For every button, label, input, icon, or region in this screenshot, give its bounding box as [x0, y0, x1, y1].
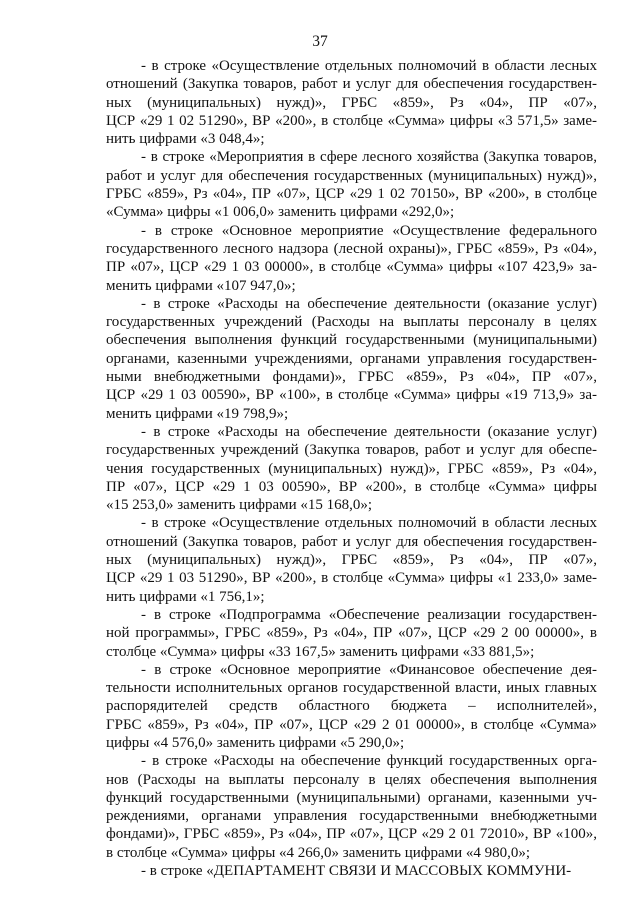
- paragraph: [106, 862, 597, 880]
- text-line: ными внебюджетными фондами)», ГРБС «859», Рз «04», ПР «07»,: [106, 369, 597, 386]
- text-line: ПР «07», ЦСР «29 1 03 00590», ВР «200», в столбце «Сумма» цифры: [106, 478, 597, 495]
- paragraph: [106, 661, 597, 752]
- text-line: отношений (Закупка товаров, работ и услуг для обеспечения государствен-: [106, 76, 597, 93]
- text-line: ГРБС «859», Рз «04», ПР «07», ЦСР «29 2 01 00000», в столбце «Сумма»: [106, 716, 597, 733]
- text-line: органами, казенными учреждениями, органами управления государствен-: [106, 350, 597, 367]
- text-line: тельности исполнительных органов государственной власти, иных главных: [106, 680, 597, 697]
- paragraph: [106, 295, 597, 423]
- text-line: - в строке «Расходы на обеспечение функций государственных орга-: [141, 753, 597, 770]
- text-line: функций государственными (муниципальными) органами, казенными уч-: [106, 789, 597, 806]
- paragraph: [106, 606, 597, 661]
- text-line: - в строке «Основное мероприятие «Осуществление федерального: [141, 222, 597, 239]
- text-line: столбце «Сумма» цифры «33 167,5» заменить цифрами «33 881,5»;: [106, 643, 535, 660]
- text-line: чения государственных (муниципальных) нужд)», ГРБС «859», Рз «04»,: [106, 460, 597, 477]
- text-line: нов (Расходы на выплаты персоналу в целях обеспечения выполнения: [106, 771, 597, 788]
- text-line: - в строке «Основное мероприятие «Финансовое обеспечение дея-: [141, 661, 597, 678]
- paragraph: [106, 57, 597, 148]
- text-line: ных (муниципальных) нужд)», ГРБС «859», Рз «04», ПР «07»,: [106, 552, 597, 569]
- text-line: - в строке «Мероприятия в сфере лесного хозяйства (Закупка товаров,: [141, 149, 597, 166]
- text-line: ных (муниципальных) нужд)», ГРБС «859», Рз «04», ПР «07»,: [106, 94, 597, 111]
- text-line: ЦСР «29 1 03 00590», ВР «100», в столбце «Сумма» цифры «19 713,9» за-: [106, 387, 597, 404]
- text-line: - в строке «Подпрограмма «Обеспечение реализации государствен-: [141, 606, 597, 623]
- paragraph: [106, 752, 597, 862]
- text-line: нить цифрами «3 048,4»;: [106, 131, 265, 148]
- text-line: реждениями, органами управления государственными внебюджетными: [106, 808, 597, 825]
- text-line: государственных учреждений (Закупка товаров, работ и услуг для обеспе-: [106, 442, 597, 459]
- text-line: - в строке «Осуществление отдельных полномочий в области лесных: [141, 515, 597, 532]
- text-line: - в строке «ДЕПАРТАМЕНТ СВЯЗИ И МАССОВЫХ КОММУНИ-: [141, 863, 572, 880]
- text-line: распорядителей средств областного бюджета – исполнителей»,: [106, 698, 597, 715]
- text-line: ной программы», ГРБС «859», Рз «04», ПР «07», ЦСР «29 2 00 00000», в: [106, 625, 597, 642]
- paragraph: [106, 423, 597, 514]
- text-line: государственных учреждений (Расходы на выплаты персоналу в целях: [106, 314, 597, 331]
- text-line: государственного лесного надзора (лесной охраны)», ГРБС «859», Рз «04»,: [106, 240, 597, 257]
- text-line: ЦСР «29 1 02 51290», ВР «200», в столбце «Сумма» цифры «3 571,5» заме-: [106, 112, 597, 129]
- text-line: в столбце «Сумма» цифры «4 266,0» заменить цифрами «4 980,0»;: [106, 844, 531, 861]
- paragraph: [106, 222, 597, 295]
- paragraph: [106, 148, 597, 221]
- text-line: обеспечения выполнения функций государственными (муниципальными): [106, 332, 597, 349]
- text-line: работ и услуг для обеспечения государственных (муниципальных) нужд)»,: [106, 167, 597, 184]
- page-number: 37: [312, 33, 328, 50]
- text-line: отношений (Закупка товаров, работ и услуг для обеспечения государствен-: [106, 533, 597, 550]
- text-line: - в строке «Расходы на обеспечение деятельности (оказание услуг): [141, 295, 597, 312]
- text-line: фондами)», ГРБС «859», Рз «04», ПР «07», ЦСР «29 2 01 72010», ВР «100»,: [106, 826, 597, 843]
- text-line: менить цифрами «107 947,0»;: [106, 277, 296, 294]
- text-line: - в строке «Расходы на обеспечение деятельности (оказание услуг): [141, 423, 597, 440]
- text-line: «15 253,0» заменить цифрами «15 168,0»;: [106, 497, 373, 514]
- text-line: ЦСР «29 1 03 51290», ВР «200», в столбце «Сумма» цифры «1 233,0» заме-: [106, 570, 597, 587]
- text-line: ПР «07», ЦСР «29 1 03 00000», в столбце «Сумма» цифры «107 423,9» за-: [106, 259, 597, 276]
- text-line: «Сумма» цифры «1 006,0» заменить цифрами «292,0»;: [106, 204, 455, 221]
- text-line: цифры «4 576,0» заменить цифрами «5 290,0»;: [106, 734, 405, 751]
- text-line: менить цифрами «19 798,9»;: [106, 405, 289, 422]
- text-line: ГРБС «859», Рз «04», ПР «07», ЦСР «29 1 02 70150», ВР «200», в столбце: [106, 186, 597, 203]
- document-body: [106, 57, 597, 880]
- text-line: - в строке «Осуществление отдельных полномочий в области лесных: [141, 58, 597, 74]
- text-line: нить цифрами «1 756,1»;: [106, 588, 265, 605]
- paragraph: [106, 514, 597, 605]
